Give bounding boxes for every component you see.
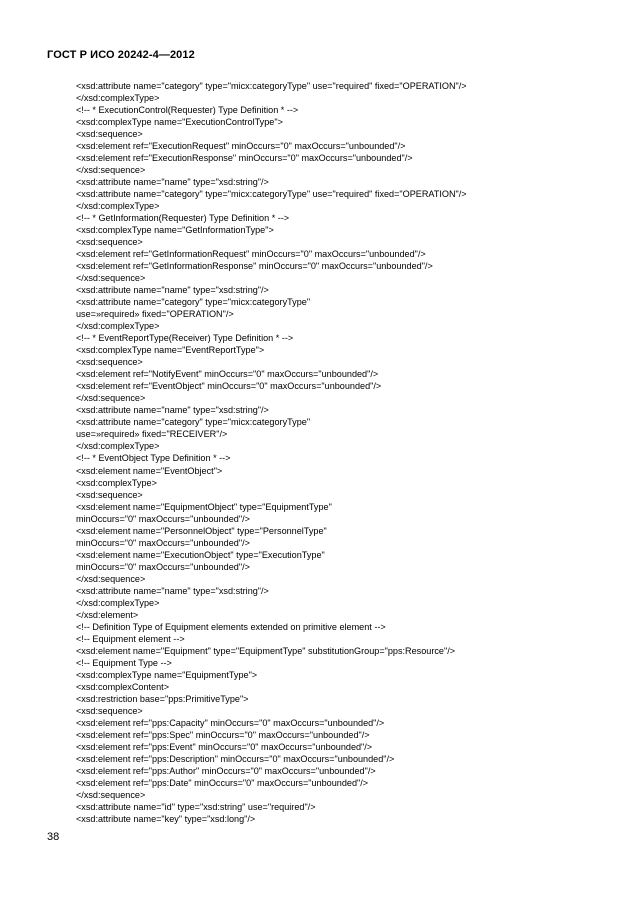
code-line: <xsd:attribute name="name" type="xsd:string"/>	[76, 177, 269, 188]
document-header: ГОСТ Р ИСО 20242-4—2012	[47, 49, 195, 61]
code-line: <!-- * ExecutionControl(Requester) Type Definition * -->	[76, 105, 299, 116]
code-line: <xsd:element ref="pps:Spec" minOccurs="0" maxOccurs="unbounded"/>	[76, 729, 370, 740]
code-line: <xsd:complexType>	[76, 477, 157, 488]
code-line: </xsd:sequence>	[76, 789, 146, 800]
code-line: <xsd:attribute name="name" type="xsd:string"/>	[76, 285, 269, 296]
code-line: </xsd:sequence>	[76, 573, 146, 584]
code-line: <!-- Equipment Type -->	[76, 657, 172, 668]
code-line: <xsd:element ref="GetInformationResponse" minOccurs="0" maxOccurs="unbounded"/>	[76, 261, 433, 272]
code-line: <!-- Definition Type of Equipment elements extended on primitive element -->	[76, 621, 386, 632]
code-line: <xsd:complexType name="EventReportType">	[76, 345, 265, 356]
code-line: <xsd:attribute name="id" type="xsd:string" use="required"/>	[76, 801, 316, 812]
code-line: <xsd:sequence>	[76, 489, 143, 500]
code-line: </xsd:sequence>	[76, 393, 146, 404]
code-line: <xsd:element name="EquipmentObject" type="EquipmentType"	[76, 501, 332, 512]
code-line: use=»required» fixed="OPERATION"/>	[76, 309, 234, 320]
code-line: <xsd:element ref="pps:Date" minOccurs="0" maxOccurs="unbounded"/>	[76, 777, 369, 788]
code-line: <xsd:element name="ExecutionObject" type="ExecutionType"	[76, 549, 325, 560]
page-number: 38	[47, 831, 60, 843]
code-line: <xsd:sequence>	[76, 129, 143, 140]
code-line: <xsd:sequence>	[76, 705, 143, 716]
code-line: </xsd:complexType>	[76, 201, 160, 212]
code-line: <xsd:attribute name="category" type="micx:categoryType" use="required" fixed="OPERATION"/>	[76, 189, 467, 200]
code-line: <xsd:element ref="pps:Description" minOccurs="0" maxOccurs="unbounded"/>	[76, 753, 395, 764]
code-line: <xsd:element ref="ExecutionResponse" minOccurs="0" maxOccurs="unbounded"/>	[76, 153, 413, 164]
code-line: <xsd:element ref="pps:Author" minOccurs="0" maxOccurs="unbounded"/>	[76, 765, 376, 776]
code-line: <xsd:attribute name="category" type="micx:categoryType"	[76, 417, 311, 428]
code-line: <xsd:element name="Equipment" type="EquipmentType" substitutionGroup="pps:Resource"/>	[76, 645, 456, 656]
code-line: minOccurs="0" maxOccurs="unbounded"/>	[76, 537, 250, 548]
code-line: <xsd:element ref="ExecutionRequest" minOccurs="0" maxOccurs="unbounded"/>	[76, 141, 406, 152]
code-line: minOccurs="0" maxOccurs="unbounded"/>	[76, 513, 250, 524]
code-line: <xsd:element name="PersonnelObject" type="PersonnelType"	[76, 525, 327, 536]
code-line: <xsd:element ref="GetInformationRequest" minOccurs="0" maxOccurs="unbounded"/>	[76, 249, 426, 260]
code-line: </xsd:complexType>	[76, 93, 160, 104]
code-line: <xsd:complexContent>	[76, 681, 170, 692]
code-line: <!-- Equipment element -->	[76, 633, 185, 644]
code-line: <!-- * EventReportType(Receiver) Type Definition * -->	[76, 333, 294, 344]
code-line: <xsd:complexType name="GetInformationType">	[76, 225, 274, 236]
code-line: <xsd:element ref="EventObject" minOccurs="0" maxOccurs="unbounded"/>	[76, 381, 382, 392]
code-line: <xsd:sequence>	[76, 237, 143, 248]
code-line: <xsd:complexType name="EquipmentType">	[76, 669, 258, 680]
code-line: </xsd:sequence>	[76, 165, 146, 176]
code-line: <xsd:attribute name="category" type="micx:categoryType" use="required" fixed="OPERATION"/>	[76, 81, 467, 91]
code-line: <xsd:attribute name="name" type="xsd:string"/>	[76, 585, 269, 596]
code-line: use=»required» fixed="RECEIVER"/>	[76, 429, 228, 440]
code-line: </xsd:complexType>	[76, 441, 160, 452]
code-line: </xsd:complexType>	[76, 321, 160, 332]
code-line: <xsd:attribute name="name" type="xsd:string"/>	[76, 405, 269, 416]
code-line: </xsd:complexType>	[76, 597, 160, 608]
code-line: <xsd:attribute name="key" type="xsd:long"/>	[76, 813, 256, 824]
code-line: minOccurs="0" maxOccurs="unbounded"/>	[76, 561, 250, 572]
code-line: <!-- * GetInformation(Requester) Type Definition * -->	[76, 213, 290, 224]
code-line: <xsd:sequence>	[76, 357, 143, 368]
code-line: <!-- * EventObject Type Definition * -->	[76, 453, 231, 464]
code-line: <xsd:complexType name="ExecutionControlType">	[76, 117, 283, 128]
xml-schema-code-block	[76, 80, 596, 825]
code-line: </xsd:sequence>	[76, 273, 146, 284]
code-line: <xsd:element ref="pps:Capacity" minOccurs="0" maxOccurs="unbounded"/>	[76, 717, 385, 728]
code-line: <xsd:element ref="NotifyEvent" minOccurs="0" maxOccurs="unbounded"/>	[76, 369, 379, 380]
code-line: <xsd:element name="EventObject">	[76, 465, 223, 476]
code-line: </xsd:element>	[76, 609, 139, 620]
code-line: <xsd:restriction base="pps:PrimitiveType">	[76, 693, 249, 704]
code-line: <xsd:attribute name="category" type="micx:categoryType"	[76, 297, 311, 308]
code-line: <xsd:element ref="pps:Event" minOccurs="0" maxOccurs="unbounded"/>	[76, 741, 373, 752]
